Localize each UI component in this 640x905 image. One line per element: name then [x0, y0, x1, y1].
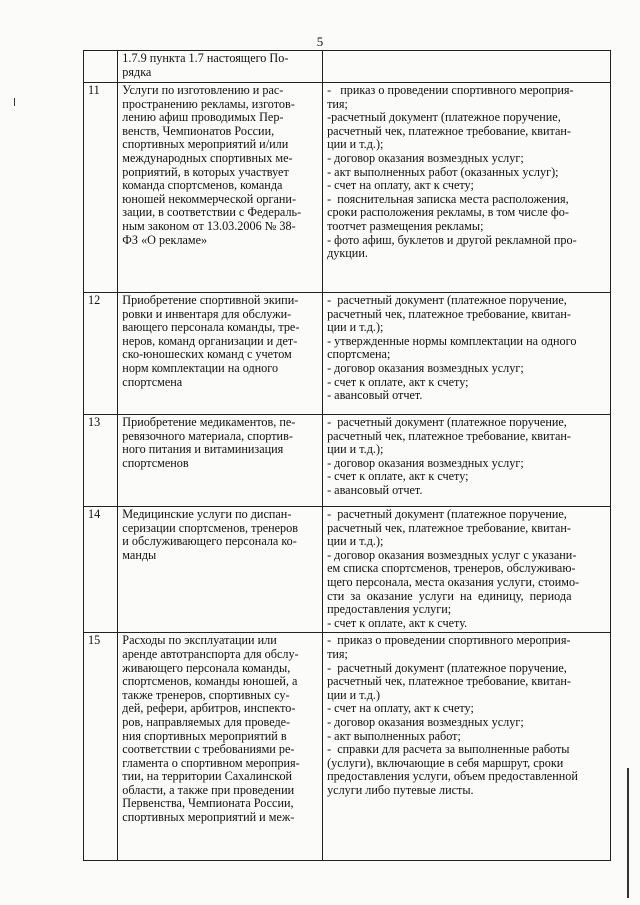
expense-name-line: гламента о спортивном мероприя-: [122, 755, 300, 770]
expense-name-line: спортивных мероприятий и меж-: [122, 810, 295, 825]
document-line: - расчетный документ (платежное поручение,: [327, 293, 567, 307]
expense-name-line: области, а также при проведении: [122, 782, 295, 797]
expense-name-line: соответствии с требованиями ре-: [122, 742, 295, 757]
document-line: тоотчет размещения рекламы;: [327, 218, 484, 233]
table-row: [84, 293, 611, 415]
expense-name: [118, 507, 323, 633]
document-line: тия;: [327, 96, 348, 111]
document-line: - пояснительная записка места расположения,: [327, 191, 569, 206]
supporting-documents: [323, 293, 611, 415]
document-line: - договор оказания возмездных услуг;: [327, 714, 524, 729]
document-line: - договор оказания возмездных услуг с указани-: [327, 547, 577, 562]
expense-name: [118, 415, 323, 507]
expense-name-line: Медицинские услуги по диспан-: [122, 507, 292, 521]
document-line: - счет к оплате, акт к счету;: [327, 374, 469, 389]
document-line: ции и т.д.);: [327, 534, 384, 549]
expense-name-line: международных спортивных ме-: [122, 150, 293, 165]
expense-name-line: ния спортивных мероприятий в: [122, 728, 287, 743]
expense-name-line: зации, в соответствии с Федераль-: [122, 205, 302, 220]
expense-name-line: Первенства, Чемпионата России,: [122, 796, 294, 811]
expense-name-line: спортсменов: [122, 455, 189, 470]
document-line: дукции.: [327, 246, 368, 261]
expense-name-line: неров, команд организации и дет-: [122, 333, 298, 348]
expense-name-line: Услуги по изготовлению и рас-: [122, 83, 284, 97]
expense-name-line: ного питания и витаминизация: [122, 442, 284, 457]
expense-name-line: вающего персонала команды, тре-: [122, 320, 300, 335]
document-line: (услуги), включающие в себя маршрут, сроки: [327, 755, 564, 770]
document-line: - счет на оплату, акт к счету;: [327, 178, 474, 193]
table-row: [84, 633, 611, 861]
expense-name-line: Приобретение медикаментов, пе-: [122, 415, 296, 429]
expense-name-line: лению афиш проводимых Пер-: [122, 110, 284, 125]
expense-name-line: роприятий, в которых участвует: [122, 164, 289, 179]
table-row: [84, 415, 611, 507]
document-line: расчетный чек, платежное требование, квитан-: [327, 123, 571, 138]
expense-name-line: манды: [122, 547, 157, 562]
document-line: - приказ о проведении спортивного мероприя-: [327, 83, 574, 97]
document-line: расчетный чек, платежное требование, квитан-: [327, 520, 571, 535]
document-line: - счет к оплате, акт к счету.: [327, 615, 468, 630]
supporting-documents: [323, 633, 611, 861]
document-line: - договор оказания возмездных услуг;: [327, 360, 524, 375]
expense-name-line: венств, Чемпионатов России,: [122, 123, 275, 138]
expense-name-line: ным законом от 13.03.2006 № 38-: [122, 218, 296, 233]
expense-name-line: команда спортсменов, команда: [122, 178, 283, 193]
expense-name-line: Приобретение спортивной экипи-: [122, 293, 299, 307]
document-line: щего персонала, места оказания услуги, стоимо-: [327, 574, 580, 589]
expense-name: [118, 293, 323, 415]
document-line: -расчетный документ (платежное поручение,: [327, 110, 561, 125]
table-row: [84, 51, 611, 83]
expense-name-line: ровки и инвентаря для обслужи-: [122, 306, 292, 321]
row-number: 11: [84, 83, 118, 293]
expense-name-line: ФЗ «О рекламе»: [122, 232, 208, 247]
document-line: сти за оказание услуги на единицу, периода: [327, 588, 572, 603]
document-line: расчетный чек, платежное требование, квитан-: [327, 674, 571, 689]
expense-name: [118, 83, 323, 293]
expense-name-line: аренде автотранспорта для обслу-: [122, 646, 299, 661]
expense-name-line: спортсменов, команды юношей, а: [122, 674, 298, 689]
row-number: 13: [84, 415, 118, 507]
document-line: ции и т.д.);: [327, 442, 384, 457]
document-line: - договор оказания возмездных услуг;: [327, 455, 524, 470]
document-line: - фото афиш, буклетов и другой рекламной про-: [327, 232, 577, 247]
expense-name-line: ревязочного материала, спортив-: [122, 428, 293, 443]
expense-name-line: ско-юношеских команд с учетом: [122, 347, 292, 362]
document-line: расчетный чек, платежное требование, квитан-: [327, 428, 571, 443]
scan-mark-right: [627, 768, 629, 898]
expense-name-line: юношей некоммерческой органи-: [122, 191, 297, 206]
document-line: - приказ о проведении спортивного мероприя-: [327, 633, 571, 648]
expense-name-line: живающего персонала команды,: [122, 660, 291, 675]
row-number: [84, 51, 118, 83]
document-line: - акт выполненных работ;: [327, 728, 461, 743]
document-line: ции и т.д.);: [327, 320, 384, 335]
expense-name-line: пространению рекламы, изготов-: [122, 96, 295, 111]
expense-name-line: ров, направляемых для проведе-: [122, 714, 291, 729]
expense-name: [118, 633, 323, 861]
document-line: - справки для расчета за выполненные работы: [327, 742, 570, 757]
expense-name-line: Расходы по эксплуатации или: [122, 633, 277, 648]
document-line: - расчетный документ (платежное поручение,: [327, 415, 567, 429]
page-number: 5: [316, 34, 324, 49]
document-line: - авансовый отчет.: [327, 482, 423, 497]
document-line: - счет к оплате, акт к счету;: [327, 469, 469, 484]
expense-name-line: спортивных мероприятий и/или: [122, 137, 289, 152]
document-line: ем списка спортсменов, тренеров, обслуживаю-: [327, 561, 576, 576]
expense-name: [118, 51, 323, 83]
expense-name-line: рядка: [122, 64, 152, 79]
document-line: услуги либо путевые листы.: [327, 782, 474, 797]
document-line: - расчетный документ (платежное поручение,: [327, 660, 567, 675]
supporting-documents: [323, 83, 611, 293]
document-line: сроки расположения рекламы, в том числе фо-: [327, 205, 569, 220]
row-number: 14: [84, 507, 118, 633]
expense-name-line: 1.7.9 пункта 1.7 настоящего По-: [122, 51, 289, 65]
expense-name-line: спортсмена: [122, 374, 183, 389]
expense-name-line: норм комплектации на одного: [122, 360, 279, 375]
document-line: - авансовый отчет.: [327, 388, 423, 403]
expense-name-line: серизации спортсменов, тренеров: [122, 520, 298, 535]
document-line: - утвержденные нормы комплектации на одного: [327, 333, 577, 348]
table-row: [84, 507, 611, 633]
document-line: спортсмена;: [327, 347, 391, 362]
document-line: - расчетный документ (платежное поручение,: [327, 507, 567, 521]
document-line: ции и т.д.): [327, 687, 381, 702]
row-number: 12: [84, 293, 118, 415]
expense-name-line: и обслуживающего персонала ко-: [122, 534, 297, 549]
document-line: ции и т.д.);: [327, 137, 384, 152]
supporting-documents: [323, 507, 611, 633]
expense-table: [83, 50, 611, 861]
document-line: - договор оказания возмездных услуг;: [327, 150, 524, 165]
scan-mark-left: [14, 98, 15, 106]
document-line: - акт выполненных работ (оказанных услуг);: [327, 164, 559, 179]
expense-name-line: тии, на территории Сахалинской: [122, 769, 293, 784]
document-line: расчетный чек, платежное требование, квитан-: [327, 306, 571, 321]
document-line: предоставления услуги;: [327, 602, 452, 617]
document-line: предоставления услуги, объем предоставленной: [327, 769, 578, 784]
document-line: - счет на оплату, акт к счету;: [327, 701, 474, 716]
document-line: тия;: [327, 646, 348, 661]
supporting-documents: [323, 51, 611, 83]
supporting-documents: [323, 415, 611, 507]
expense-name-line: также тренеров, спортивных су-: [122, 687, 290, 702]
table-row: [84, 83, 611, 293]
expense-name-line: дей, рефери, арбитров, инспекто-: [122, 701, 296, 716]
row-number: 15: [84, 633, 118, 861]
